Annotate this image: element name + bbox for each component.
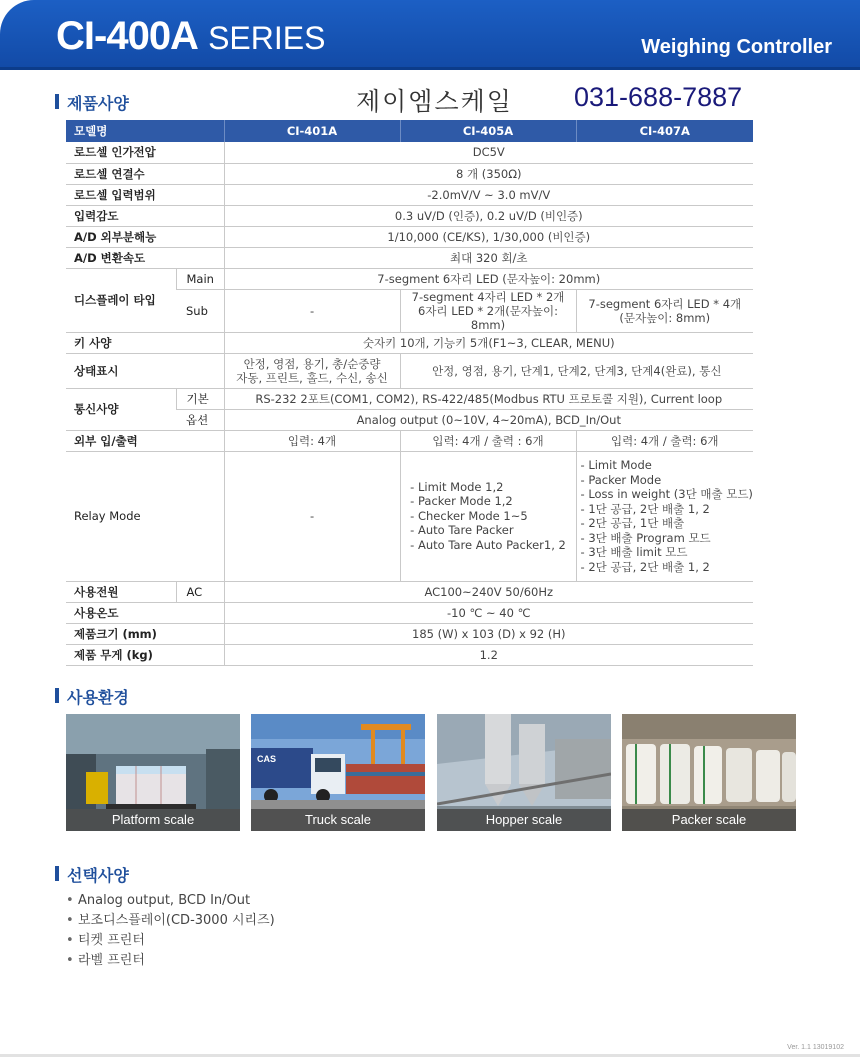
display-sub-405-line2: 6자리 LED * 2개(문자높이: 8mm) — [418, 303, 559, 332]
table-row — [66, 353, 753, 388]
row-label: Relay Mode — [66, 451, 224, 581]
company-name: 제이엠스케일 — [356, 87, 513, 116]
relay-401: - — [224, 451, 400, 581]
row-label: A/D 변환속도 — [66, 247, 224, 268]
photo-caption: Platform scale — [66, 809, 240, 831]
row-value: DC5V — [224, 142, 753, 163]
list-item: • 보조디스플레이(CD-3000 시리즈) — [66, 911, 275, 931]
model-ci-407a: CI-407A — [576, 120, 753, 142]
row-value: -2.0mV/V ~ 3.0 mV/V — [224, 184, 753, 205]
list-item: - Auto Tare Auto Packer1, 2 — [410, 537, 566, 552]
status-401 — [224, 353, 400, 388]
list-item: - Limit Mode — [580, 458, 652, 472]
row-label: 키 사양 — [66, 332, 224, 353]
photo-platform-scale — [66, 714, 240, 831]
list-item: • Analog output, BCD In/Out — [66, 891, 275, 911]
row-value: 1/10,000 (CE/KS), 1/30,000 (비인증) — [224, 226, 753, 247]
row-value: 1.2 — [224, 644, 753, 665]
usage-section-title: 사용환경 — [55, 685, 129, 708]
truck-logo: CAS — [257, 754, 277, 764]
display-sub-407 — [576, 289, 753, 332]
model-column-label: 모델명 — [66, 120, 224, 142]
display-sub-407-line1: 7-segment 6자리 LED * 4개 — [588, 296, 742, 311]
table-row — [66, 163, 753, 184]
table-row — [66, 388, 753, 409]
table-row — [66, 268, 753, 289]
row-label: A/D 외부분해능 — [66, 226, 224, 247]
row-label: 사용온도 — [66, 602, 224, 623]
display-sub-407-line2: (문자높이: 8mm) — [619, 310, 711, 325]
options-section-title: 선택사양 — [55, 863, 129, 886]
options-list — [66, 891, 275, 971]
table-header-row — [66, 120, 753, 142]
list-item: - 1단 공급, 2단 배출 1, 2 — [580, 501, 710, 516]
table-row — [66, 142, 753, 163]
model-name: CI-400A — [56, 14, 198, 58]
comm-basic-label: 기본 — [176, 388, 224, 409]
table-row — [66, 226, 753, 247]
table-row — [66, 430, 753, 451]
photo-truck-scale — [251, 714, 425, 831]
model-ci-405a: CI-405A — [400, 120, 576, 142]
usage-photos — [66, 714, 796, 831]
photo-hopper-scale — [437, 714, 611, 831]
table-row — [66, 247, 753, 268]
row-label: 로드셀 연결수 — [66, 163, 224, 184]
photo-packer-scale — [622, 714, 796, 831]
relay-405 — [400, 451, 576, 581]
power-sub-label: AC — [176, 581, 224, 602]
io-401: 입력: 4개 — [224, 430, 400, 451]
list-item: - Limit Mode 1,2 — [410, 479, 504, 494]
row-label: 외부 입/출력 — [66, 430, 224, 451]
row-value: 8 개 (350Ω) — [224, 163, 753, 184]
version-label: Ver. 1.1 13019102 — [787, 1044, 844, 1051]
display-main-value: 7-segment 6자리 LED (문자높이: 20mm) — [224, 268, 753, 289]
table-row — [66, 332, 753, 353]
comm-option-label: 옵션 — [176, 409, 224, 430]
photo-caption: Packer scale — [622, 809, 796, 831]
list-item: - Packer Mode — [580, 472, 662, 487]
table-row — [66, 184, 753, 205]
list-item: - Packer Mode 1,2 — [410, 494, 513, 509]
row-label: 상태표시 — [66, 353, 224, 388]
photo-caption: Hopper scale — [437, 809, 611, 831]
display-sub-401: - — [224, 289, 400, 332]
list-item: - 2단 공급, 2단 배출 1, 2 — [580, 559, 710, 574]
row-value: 숫자키 10개, 기능키 5개(F1~3, CLEAR, MENU) — [224, 332, 753, 353]
row-label: 디스플레이 타입 — [66, 268, 176, 332]
table-row — [66, 644, 753, 665]
display-sub-label: Sub — [176, 289, 224, 332]
list-item: - 3단 배출 Program 모드 — [580, 530, 711, 545]
row-label: 로드셀 인가전압 — [66, 142, 224, 163]
row-value: 최대 320 회/초 — [224, 247, 753, 268]
list-item: - Auto Tare Packer — [410, 523, 514, 538]
status-401-line2: 자동, 프린트, 홀드, 수신, 송신 — [236, 370, 388, 385]
list-item: - Loss in weight (3단 매출 모드) — [580, 487, 753, 501]
table-row — [66, 623, 753, 644]
io-405: 입력: 4개 / 출력 : 6개 — [400, 430, 576, 451]
spec-table — [66, 120, 753, 666]
display-sub-405 — [400, 289, 576, 332]
phone-number: 031-688-7887 — [574, 82, 743, 112]
comm-basic-value: RS-232 2포트(COM1, COM2), RS-422/485(Modbus RTU 프로토콜 지원), Current loop — [224, 388, 753, 409]
io-407: 입력: 4개 / 출력: 6개 — [576, 430, 753, 451]
display-main-label: Main — [176, 268, 224, 289]
row-value: -10 ℃ ~ 40 ℃ — [224, 602, 753, 623]
relay-407-list — [581, 458, 753, 574]
list-item: - 2단 공급, 1단 배출 — [580, 516, 685, 530]
row-label: 제품 무게 (kg) — [66, 644, 224, 665]
row-label: 제품크기 (mm) — [66, 623, 224, 644]
model-ci-401a: CI-401A — [224, 120, 400, 142]
list-item: - 3단 배출 limit 모드 — [580, 545, 688, 559]
list-item: • 라벨 프린터 — [66, 951, 275, 971]
series-word: SERIES — [208, 20, 326, 56]
photo-caption: Truck scale — [251, 809, 425, 831]
comm-option-value: Analog output (0~10V, 4~20mA), BCD_In/Out — [224, 409, 753, 430]
display-sub-405-line1: 7-segment 4자리 LED * 2개 — [411, 289, 565, 304]
list-item: - Checker Mode 1~5 — [410, 508, 528, 523]
row-label: 입력감도 — [66, 205, 224, 226]
row-value: 185 (W) x 103 (D) x 92 (H) — [224, 623, 753, 644]
row-label: 사용전원 — [66, 581, 176, 602]
list-item: • 티켓 프린터 — [66, 931, 275, 951]
row-label: 로드셀 입력범위 — [66, 184, 224, 205]
series-title — [56, 14, 325, 60]
table-row — [66, 451, 753, 581]
relay-405-list — [410, 480, 566, 553]
page-header — [0, 0, 860, 70]
status-401-line1: 안정, 영점, 용기, 총/순중량 — [243, 356, 381, 371]
relay-407 — [576, 451, 753, 581]
table-row — [66, 205, 753, 226]
table-row — [66, 581, 753, 602]
row-value: 0.3 uV/D (인증), 0.2 uV/D (비인증) — [224, 205, 753, 226]
row-value: AC100~240V 50/60Hz — [224, 581, 753, 602]
status-rest: 안정, 영점, 용기, 단계1, 단계2, 단계3, 단계4(완료), 통신 — [400, 353, 753, 388]
spec-section-title: 제품사양 — [55, 91, 129, 114]
table-row — [66, 602, 753, 623]
row-label: 통신사양 — [66, 388, 176, 430]
header-subtitle: Weighing Controller — [641, 36, 832, 58]
